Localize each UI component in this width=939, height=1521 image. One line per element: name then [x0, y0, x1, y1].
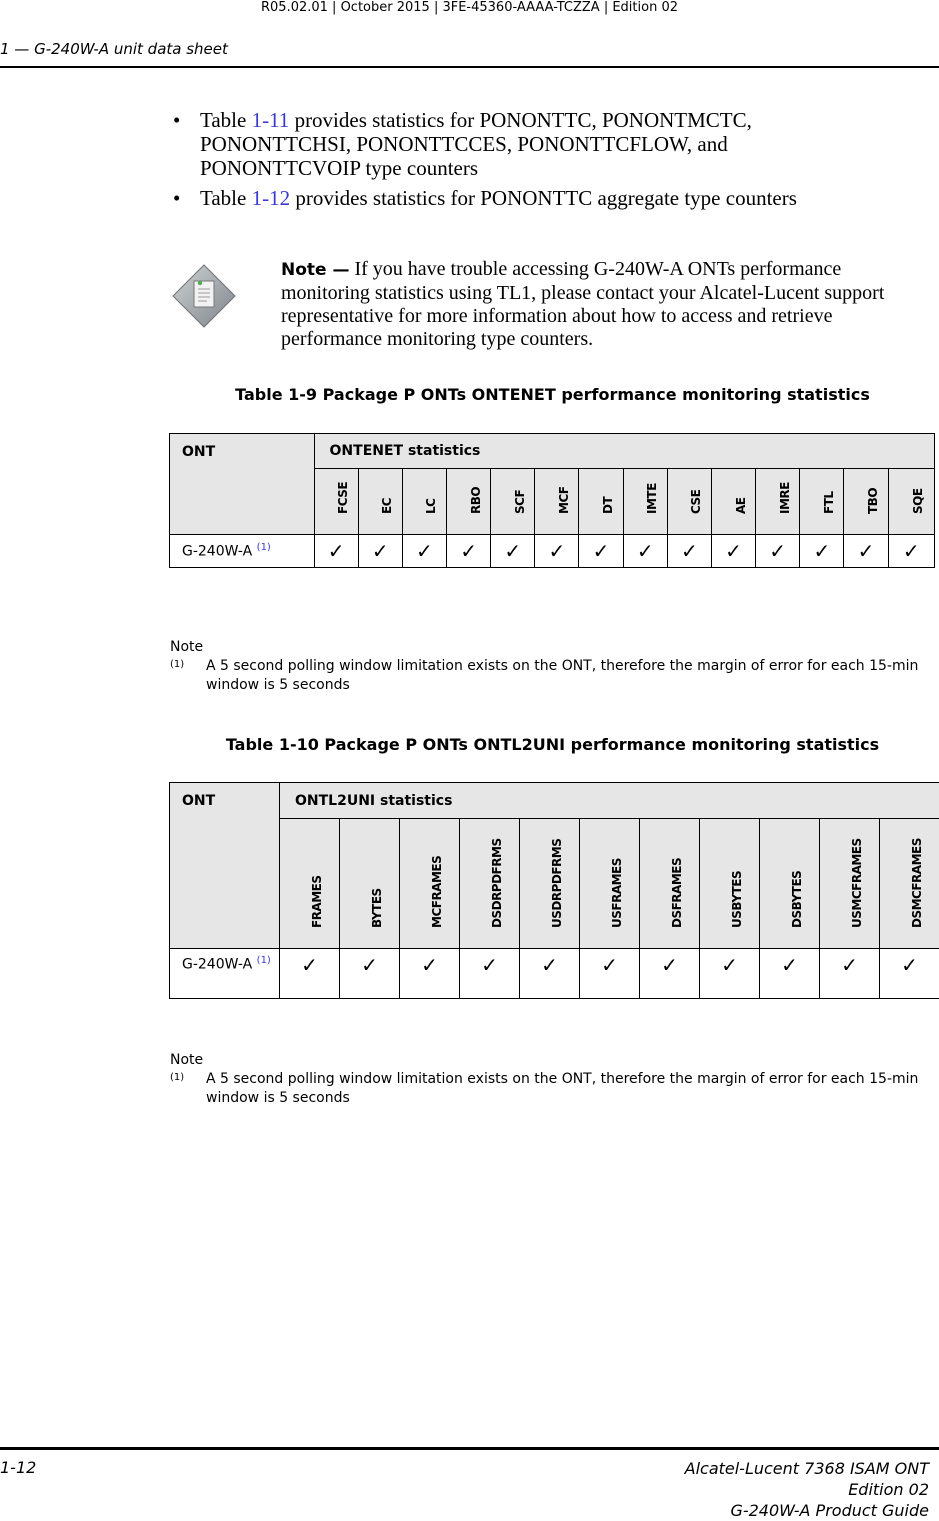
column-header: [358, 469, 402, 535]
check-cell: ✓: [400, 949, 460, 999]
check-cell: ✓: [280, 949, 340, 999]
page-number: 1-12: [0, 1458, 36, 1477]
column-label: USBYTES: [730, 871, 744, 928]
header-rule: [0, 66, 939, 68]
column-header: [760, 819, 820, 949]
check-cell: ✓: [700, 949, 760, 999]
column-label: DSDRPDFRMS: [490, 838, 504, 928]
check-cell: ✓: [460, 949, 520, 999]
column-header: [667, 469, 711, 535]
column-header: [535, 469, 579, 535]
column-header: [800, 469, 844, 535]
column-label: FRAMES: [310, 875, 324, 928]
check-cell: ✓: [491, 535, 535, 568]
check-cell: ✓: [711, 535, 755, 568]
column-label: MCFRAMES: [430, 856, 444, 928]
column-header: [844, 469, 888, 535]
table-note-title: Note: [170, 639, 930, 655]
column-header: [460, 819, 520, 949]
bullet-text-pre: Table: [200, 186, 252, 210]
column-label: USDRPDFRMS: [550, 839, 564, 928]
column-label: EC: [380, 498, 394, 514]
bullet-list: [170, 108, 870, 216]
column-label: LC: [424, 499, 438, 514]
chapter-title: 1 — G-240W-A unit data sheet: [0, 40, 228, 58]
footer-product: Alcatel-Lucent 7368 ISAM ONT: [685, 1458, 929, 1479]
check-cell: ✓: [844, 535, 888, 568]
column-header: [880, 819, 939, 949]
check-cell: ✓: [667, 535, 711, 568]
column-header: [402, 469, 446, 535]
table-note-body: [170, 657, 930, 695]
column-label: TBO: [866, 488, 880, 514]
column-label: USMCFRAMES: [850, 838, 864, 928]
footer-guide: G-240W-A Product Guide: [685, 1500, 929, 1521]
check-cell: ✓: [888, 535, 934, 568]
bullet-text-pre: Table: [200, 108, 252, 132]
column-label: DSBYTES: [790, 871, 804, 928]
footnote-ref[interactable]: (1): [257, 955, 271, 966]
note-label: Note —: [281, 260, 349, 280]
column-header: [623, 469, 667, 535]
column-header: [280, 819, 340, 949]
table-row: [170, 535, 935, 568]
footer-rule: [0, 1447, 939, 1450]
note-icon: [170, 262, 238, 330]
column-label: DSFRAMES: [670, 858, 684, 928]
table-note-text: A 5 second polling window limitation exists on the ONT, therefore the margin of error for each 15-min window is 5 seconds: [206, 658, 918, 693]
note-text: [281, 258, 921, 351]
bullet-text-post: provides statistics for PONONTTC, PONONTMCTC, PONONTTCHSI, PONONTTCCES, PONONTTCFLOW, and PONONTTCVOIP type counters: [200, 108, 752, 180]
check-cell: ✓: [800, 535, 844, 568]
column-header: [491, 469, 535, 535]
check-cell: ✓: [640, 949, 700, 999]
table-link[interactable]: 1-12: [252, 186, 291, 210]
bullet-text-post: provides statistics for PONONTTC aggregate type counters: [290, 186, 797, 210]
column-header: [447, 469, 491, 535]
column-header: [314, 469, 358, 535]
footer-info: [685, 1458, 929, 1521]
column-label: DT: [601, 497, 615, 514]
column-label: MCF: [557, 487, 571, 514]
table-caption: Table 1-10 Package P ONTs ONTL2UNI performance monitoring statistics: [170, 735, 935, 754]
column-label: BYTES: [370, 888, 384, 928]
column-header: [520, 819, 580, 949]
group-header: ONTENET statistics: [314, 434, 934, 469]
column-header: [580, 819, 640, 949]
column-label: DSMCFRAMES: [910, 838, 924, 928]
row-name-cell: [170, 535, 315, 568]
check-cell: ✓: [880, 949, 939, 999]
column-label: AE: [734, 498, 748, 514]
table-link[interactable]: 1-11: [252, 108, 290, 132]
check-cell: ✓: [623, 535, 667, 568]
check-cell: ✓: [402, 535, 446, 568]
table-note: [170, 639, 930, 695]
ont-header: ONT: [170, 434, 315, 535]
bullet-dot: •: [173, 108, 180, 132]
check-cell: ✓: [820, 949, 880, 999]
column-header-row: [170, 819, 939, 949]
column-label: CSE: [689, 490, 703, 514]
table-note-body: [170, 1070, 930, 1108]
column-header: [820, 819, 880, 949]
check-cell: ✓: [535, 535, 579, 568]
check-cell: ✓: [358, 535, 402, 568]
check-cell: ✓: [447, 535, 491, 568]
footer-edition: Edition 02: [685, 1479, 929, 1500]
row-name-cell: [170, 949, 280, 999]
check-cell: ✓: [756, 535, 800, 568]
check-cell: ✓: [760, 949, 820, 999]
ontenet-table: [169, 433, 935, 568]
table-note: [170, 1052, 930, 1108]
table-row: [170, 949, 939, 999]
column-header: [579, 469, 623, 535]
footnote-number: (1): [170, 655, 184, 674]
column-header: [400, 819, 460, 949]
column-header: [711, 469, 755, 535]
footnote-ref[interactable]: (1): [257, 542, 271, 553]
column-label: RBO: [469, 487, 483, 514]
note-body: If you have trouble accessing G-240W-A ONTs performance monitoring statistics using TL1, please contact your Alcatel-Lucent support representative for more information about how to access and retrieve performance monitoring type counters.: [281, 258, 884, 350]
document-id-header: R05.02.01 | October 2015 | 3FE-45360-AAAA-TCZZA | Edition 02: [0, 0, 939, 16]
column-header: [888, 469, 934, 535]
bullet-dot: •: [173, 186, 180, 210]
row-name: G-240W-A: [182, 544, 252, 560]
check-cell: ✓: [579, 535, 623, 568]
column-header: [640, 819, 700, 949]
column-label: IMRE: [778, 482, 792, 514]
column-label: SCF: [513, 490, 527, 514]
check-cell: ✓: [314, 535, 358, 568]
bullet-item: [170, 108, 870, 180]
table-caption: Table 1-9 Package P ONTs ONTENET performance monitoring statistics: [170, 385, 935, 404]
column-header: [340, 819, 400, 949]
check-cell: ✓: [520, 949, 580, 999]
column-label: SQE: [911, 488, 925, 514]
group-header: ONTL2UNI statistics: [280, 783, 939, 819]
table-note-title: Note: [170, 1052, 930, 1068]
bullet-item: [170, 186, 870, 210]
column-label: IMTE: [645, 483, 659, 514]
column-header: [756, 469, 800, 535]
column-label: FTL: [822, 491, 836, 514]
footnote-number: (1): [170, 1068, 184, 1087]
ontl2uni-table: [169, 782, 939, 999]
column-label: FCSE: [336, 482, 350, 514]
check-cell: ✓: [580, 949, 640, 999]
table-note-text: A 5 second polling window limitation exists on the ONT, therefore the margin of error for each 15-min window is 5 seconds: [206, 1071, 918, 1106]
row-name: G-240W-A: [182, 957, 252, 973]
column-header: [700, 819, 760, 949]
check-cell: ✓: [340, 949, 400, 999]
ont-header: ONT: [170, 783, 280, 949]
column-label: USFRAMES: [610, 858, 624, 928]
